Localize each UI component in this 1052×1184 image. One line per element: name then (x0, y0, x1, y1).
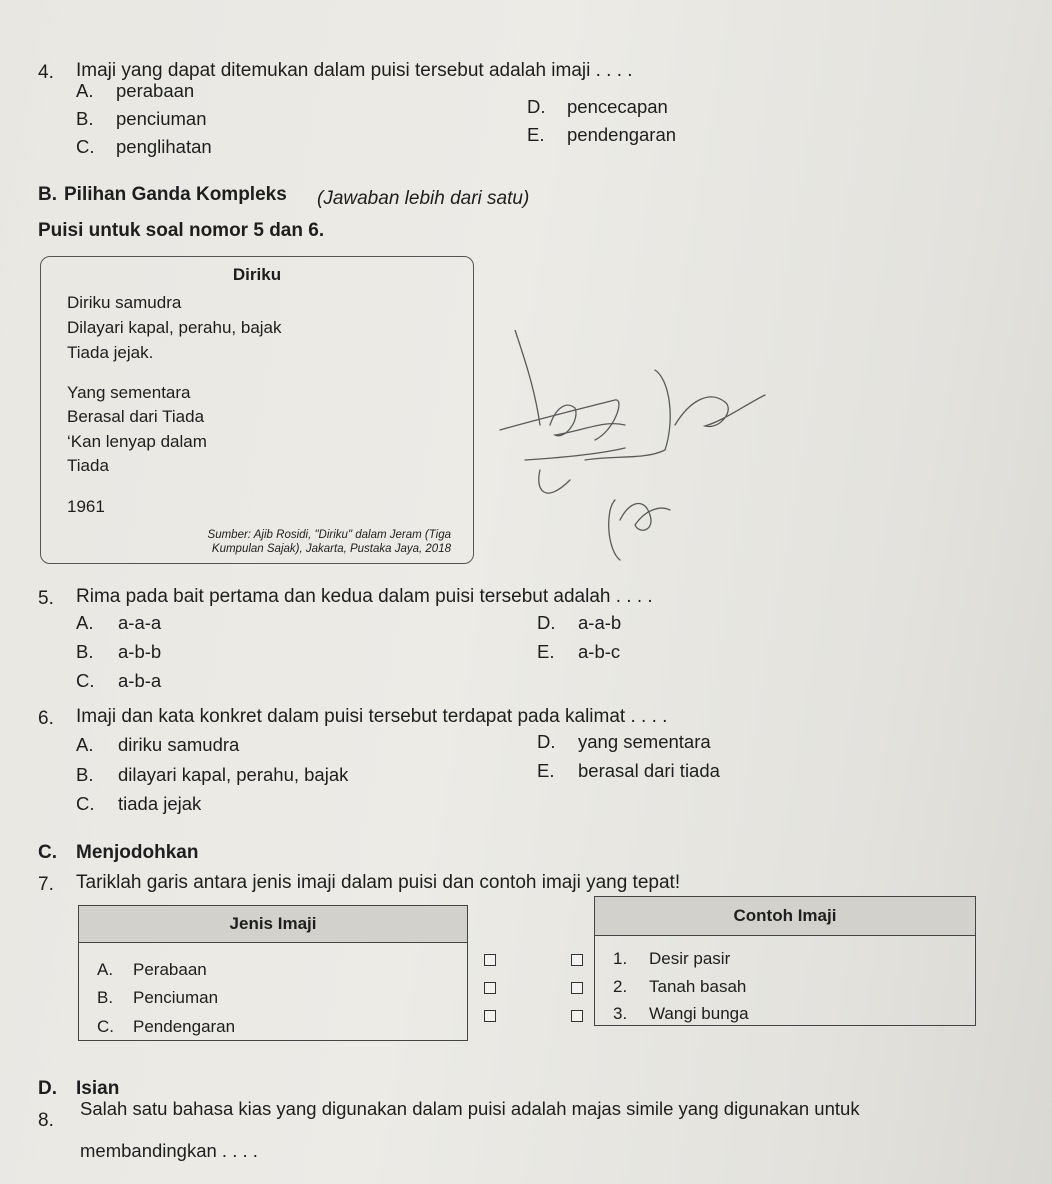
q4-option-c: penglihatan (116, 136, 212, 157)
q6-text: Imaji dan kata konkret dalam puisi tersebut terdapat pada kalimat . . . . (76, 706, 668, 727)
q4-option-a-key: A. (76, 80, 94, 101)
poem-line: Dilayari kapal, perahu, bajak (67, 318, 282, 337)
q8-text-line2: membandingkan . . . . (80, 1140, 258, 1161)
section-d-letter: D. (38, 1078, 57, 1099)
poem-line: Diriku samudra (67, 293, 182, 312)
q6-option-d-key: D. (537, 731, 556, 752)
section-b-letter: B. (38, 184, 57, 205)
jenis-imaji-perabaan: Perabaan (133, 960, 207, 979)
q5-option-a: a-a-a (118, 612, 162, 633)
poem-line: Berasal dari Tiada (67, 407, 205, 426)
handwritten-signature (495, 330, 795, 580)
q4-option-a: perabaan (116, 80, 195, 101)
q6-number: 6. (38, 708, 54, 729)
poem-year: 1961 (67, 497, 105, 516)
match-box-right-2[interactable] (571, 982, 583, 994)
match-box-left-c[interactable] (484, 1010, 496, 1022)
poem-line: Tiada (67, 456, 109, 475)
match-box-left-a[interactable] (484, 954, 496, 966)
q5-option-b-key: B. (76, 641, 94, 662)
jenis-imaji-key-c: C. (97, 1017, 114, 1036)
q5-option-c-key: C. (76, 670, 95, 691)
q4-option-b-key: B. (76, 108, 94, 129)
q4-option-c-key: C. (76, 136, 95, 157)
q6-option-c-key: C. (76, 793, 95, 814)
section-d-title: Isian (76, 1078, 120, 1099)
section-b-title: Pilihan Ganda Kompleks (64, 184, 287, 205)
contoh-imaji-table (594, 896, 976, 1026)
q4-option-e: pendengaran (567, 124, 677, 145)
q5-option-e: a-b-c (578, 641, 621, 662)
q4-option-d-key: D. (527, 96, 546, 117)
contoh-imaji-key-2: 2. (613, 977, 628, 996)
q7-text: Tariklah garis antara jenis imaji dalam puisi dan contoh imaji yang tepat! (76, 872, 681, 893)
q5-number: 5. (38, 588, 54, 609)
q6-option-b-key: B. (76, 764, 94, 785)
section-c-title: Menjodohkan (76, 842, 199, 863)
q6-option-e-key: E. (537, 760, 555, 781)
section-c-letter: C. (38, 842, 57, 863)
contoh-imaji-key-1: 1. (613, 949, 628, 968)
q8-number: 8. (38, 1110, 54, 1131)
jenis-imaji-key-b: B. (97, 988, 114, 1007)
jenis-imaji-header: Jenis Imaji (79, 906, 467, 943)
q5-text: Rima pada bait pertama dan kedua dalam puisi tersebut adalah . . . . (76, 586, 653, 607)
q5-option-d: a-a-b (578, 612, 622, 633)
jenis-imaji-penciuman: Penciuman (133, 988, 219, 1007)
q4-option-e-key: E. (527, 124, 545, 145)
contoh-imaji-header: Contoh Imaji (595, 897, 975, 936)
q6-option-c: tiada jejak (118, 793, 202, 814)
contoh-imaji-key-3: 3. (613, 1004, 628, 1023)
poem-intro: Puisi untuk soal nomor 5 dan 6. (38, 220, 325, 241)
contoh-imaji-tanah-basah: Tanah basah (649, 977, 747, 996)
q5-option-e-key: E. (537, 641, 555, 662)
q8-text-line1: Salah satu bahasa kias yang digunakan dalam puisi adalah majas simile yang digunakan untuk (80, 1098, 860, 1119)
poem-source-line2: Kumpulan Sajak), Jakarta, Pustaka Jaya, 2018 (211, 543, 451, 555)
jenis-imaji-key-a: A. (97, 960, 114, 979)
q5-option-b: a-b-b (118, 641, 162, 662)
poem-source-line1: Sumber: Ajib Rosidi, "Diriku" dalam Jeram (Tiga (207, 529, 451, 541)
q6-option-b: dilayari kapal, perahu, bajak (118, 764, 349, 785)
match-box-right-1[interactable] (571, 954, 583, 966)
jenis-imaji-table (78, 905, 468, 1041)
q5-option-a-key: A. (76, 612, 94, 633)
poem-box (40, 256, 474, 564)
q6-option-a: diriku samudra (118, 734, 240, 755)
q5-option-c: a-b-a (118, 670, 162, 691)
q5-option-d-key: D. (537, 612, 556, 633)
poem-line: Tiada jejak. (67, 343, 154, 362)
q6-option-d: yang sementara (578, 731, 711, 752)
poem-line: Yang sementara (67, 383, 191, 402)
q4-text: Imaji yang dapat ditemukan dalam puisi tersebut adalah imaji . . . . (76, 60, 633, 81)
q6-option-a-key: A. (76, 734, 94, 755)
match-box-right-3[interactable] (571, 1010, 583, 1022)
q4-number: 4. (38, 62, 54, 83)
contoh-imaji-wangi-bunga: Wangi bunga (649, 1004, 749, 1023)
q6-option-e: berasal dari tiada (578, 760, 720, 781)
section-b-subtitle: (Jawaban lebih dari satu) (317, 188, 530, 209)
contoh-imaji-desir-pasir: Desir pasir (649, 949, 731, 968)
q4-option-b: penciuman (116, 108, 207, 129)
poem-title: Diriku (232, 265, 282, 284)
q7-number: 7. (38, 874, 54, 895)
jenis-imaji-pendengaran: Pendengaran (133, 1017, 236, 1036)
poem-line: ‘Kan lenyap dalam (67, 432, 207, 451)
q4-option-d: pencecapan (567, 96, 668, 117)
match-box-left-b[interactable] (484, 982, 496, 994)
